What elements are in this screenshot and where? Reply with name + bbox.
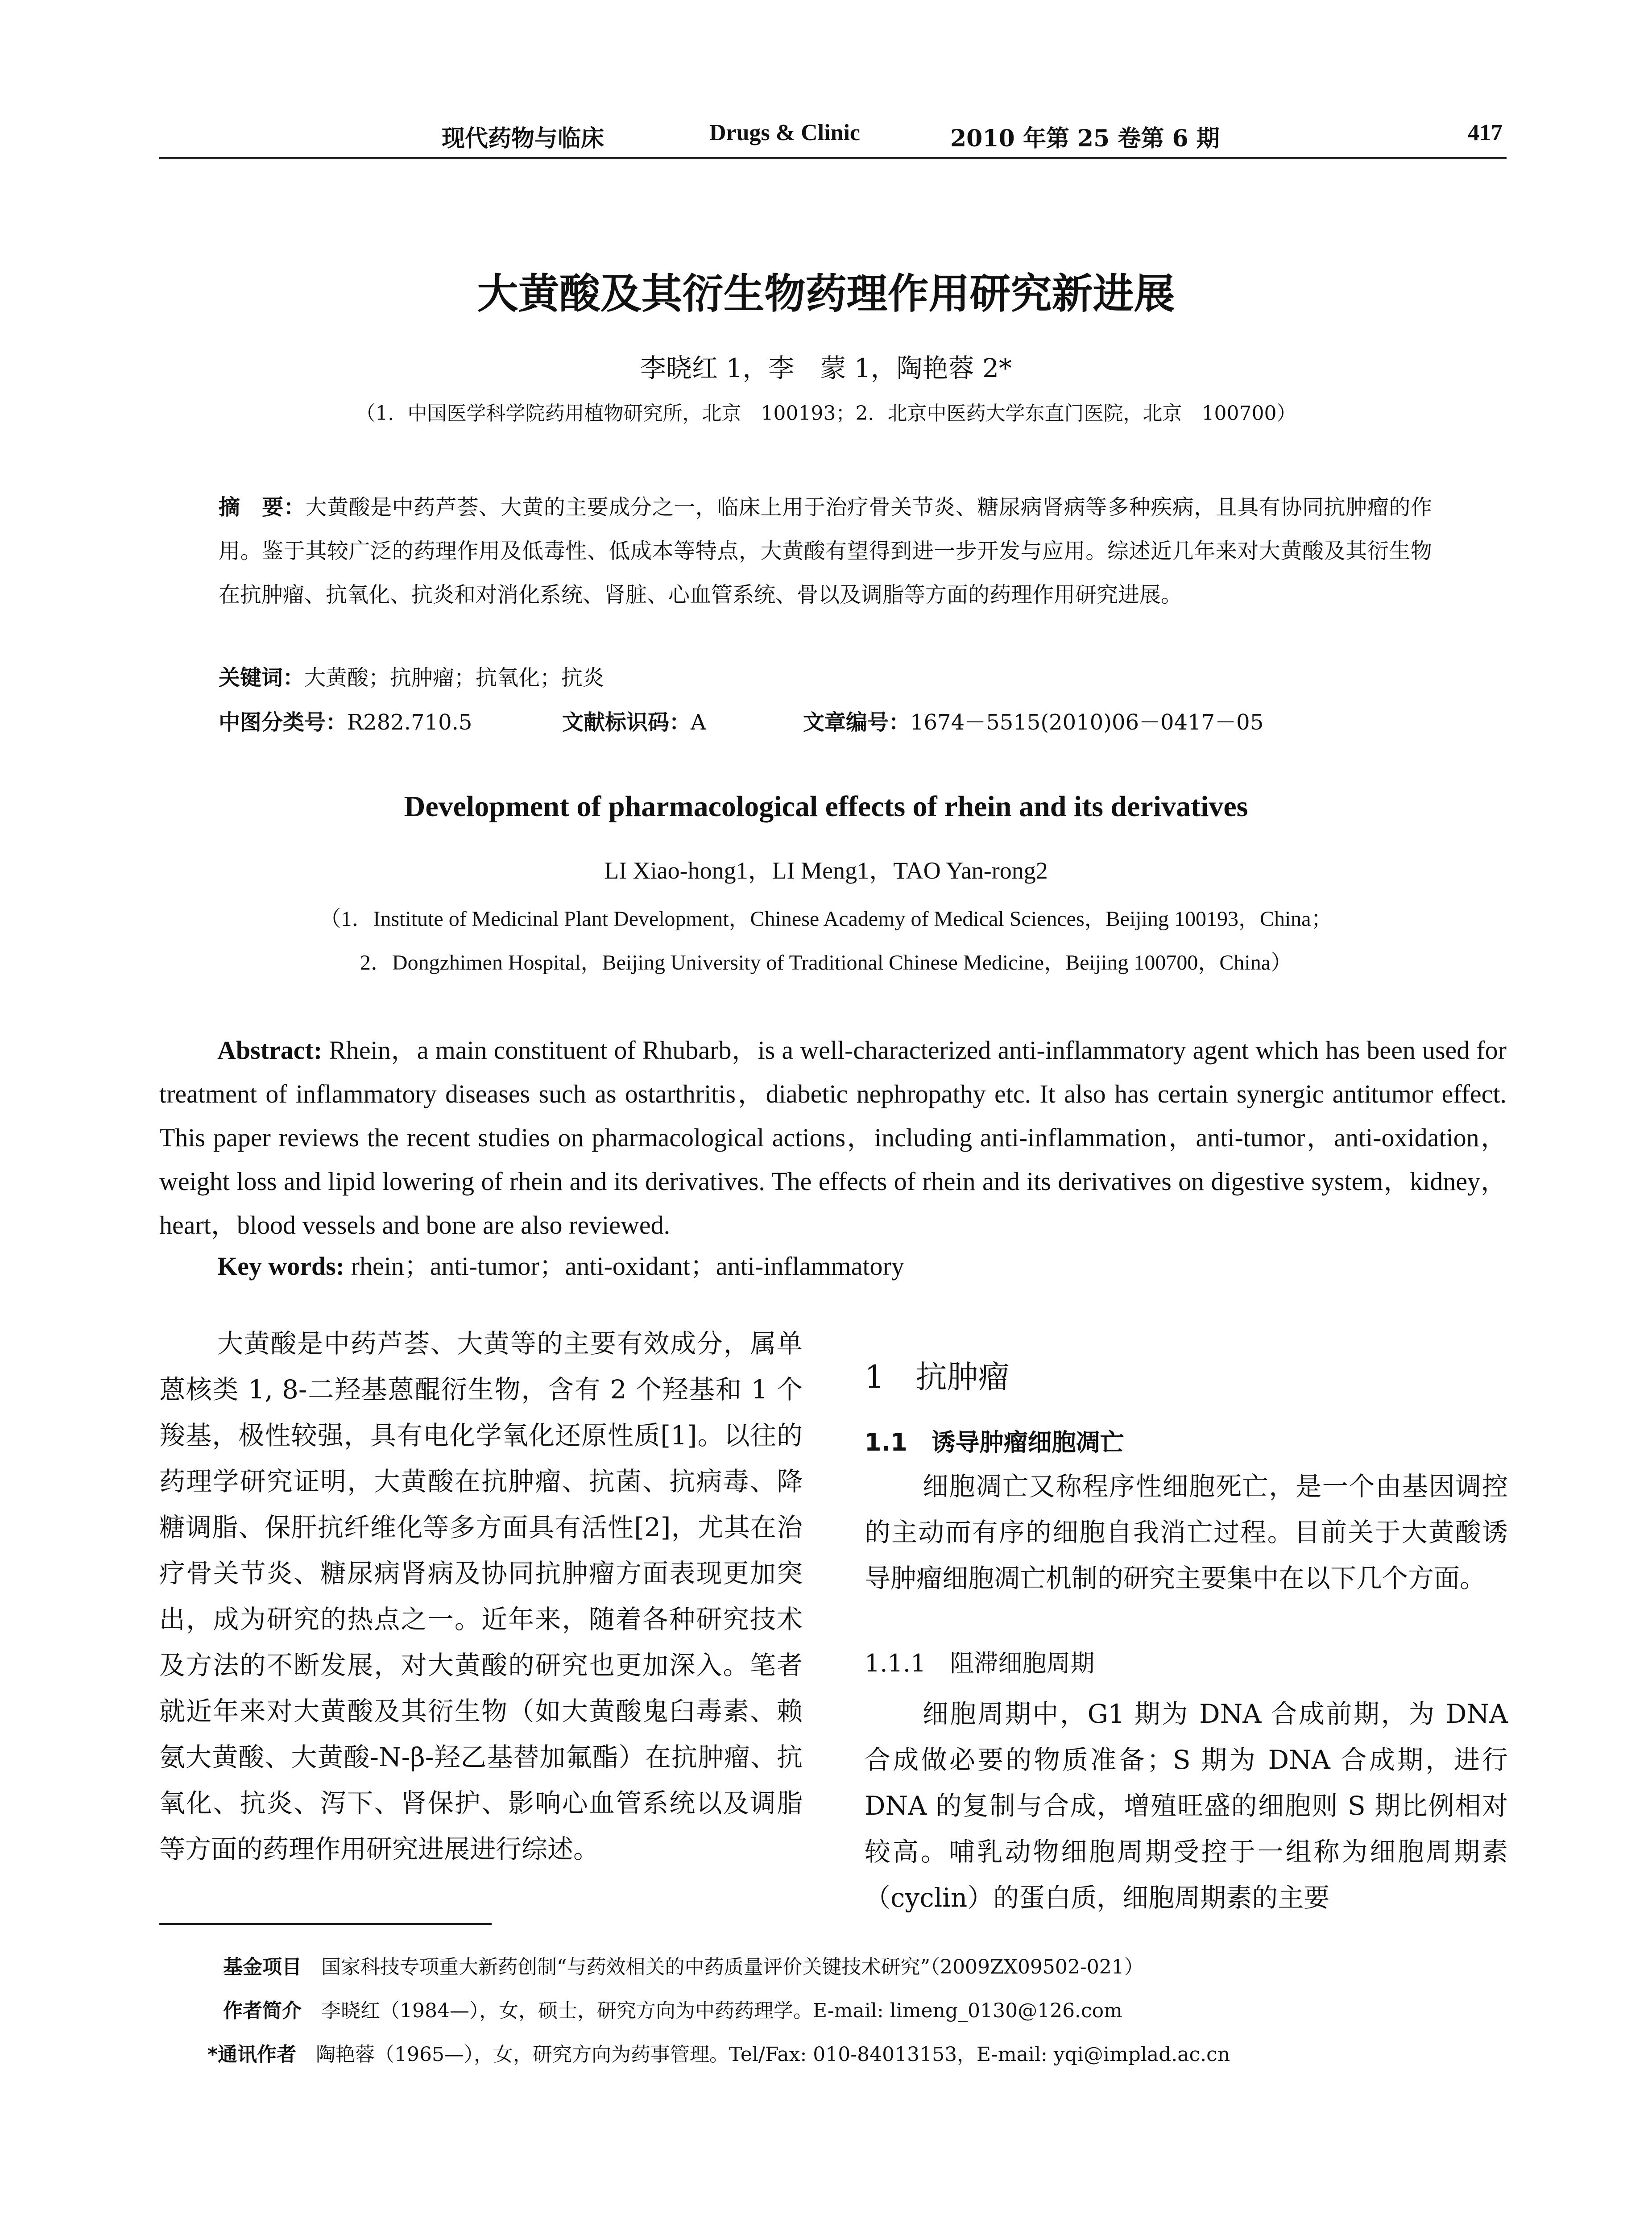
header-rule xyxy=(159,157,1507,159)
affiliation-en-1: （1．Institute of Medicinal Plant Development，Chinese Academy of Medical Sciences，Beijing 100193，China； xyxy=(319,907,1333,931)
keywords-en-text: rhein；anti-tumor；anti-oxidant；anti-inflammatory xyxy=(344,1252,904,1281)
intro-paragraph: 大黄酸是中药芦荟、大黄等的主要有效成分，属单蒽核类 1, 8-二羟基蒽醌衍生物，含有 2 个羟基和 1 个羧基，极性较强，具有电化学氧化还原性质[1]。以往的药理学研究证明，大黄酸在抗肿瘤、抗菌、抗病毒、降糖调脂、保肝抗纤维化等多方面具有活性[2]，尤其在治疗骨关节炎、糖尿病肾病及协同抗肿瘤方面表现更加突出，成为研究的热点之一。近年来，随着各种研究技术及方法的不断发展，对大黄酸的研究也更加深入。笔者就近年来对大黄酸及其衍生物（如大黄酸鬼臼毒素、赖氨大黄酸、大黄酸-N-β-羟乙基替加氟酯）在抗肿瘤、抗氧化、抗炎、泻下、肾保护、影响心血管系统以及调脂等方面的药理作用研究进展进行综述。 xyxy=(159,1328,803,1864)
section-heading-1-1: 1.1 诱导肿瘤细胞凋亡 xyxy=(865,1428,1124,1456)
abstract-en-label: Abstract: xyxy=(217,1036,323,1065)
footnote-author-bio xyxy=(223,1995,1122,2023)
keywords-cn xyxy=(219,660,604,691)
article-number-label: 文章编号： xyxy=(803,710,911,735)
authors-en: LI Xiao-hong1，LI Meng1，TAO Yan-rong2 xyxy=(604,857,1048,884)
affiliations-cn: （1．中国医学科学院药用植物研究所，北京 100193；2．北京中医药大学东直门医院，北京 100700） xyxy=(356,402,1296,425)
footnote-bio-text: 李晓红（1984—），女，硕士，研究方向为中药药理学。E-mail: limeng_0130@126.com xyxy=(321,1999,1122,2022)
section-1-1-1-paragraph: 细胞周期中，G1 期为 DNA 合成前期，为 DNA 合成做必要的物质准备；S 期为 DNA 合成期，进行 DNA 的复制与合成，增殖旺盛的细胞则 S 期比例相对较高。哺乳动物细胞周期受控于一组称为细胞周期素（cyclin）的蛋白质，细胞周期素的主要 xyxy=(865,1699,1508,1913)
footnote-funding xyxy=(223,1951,1144,1979)
section-heading-1: 1 抗肿瘤 xyxy=(865,1359,1010,1395)
footnote-corresponding-text: 陶艳蓉（1965—），女，研究方向为药事管理。Tel/Fax: 010-84013153，E-mail: yqi@implad.ac.cn xyxy=(316,2043,1230,2066)
keywords-en-label: Key words: xyxy=(217,1252,345,1281)
footnote-rule xyxy=(159,1923,492,1925)
affiliation-en-2: 2．Dongzhimen Hospital，Beijing University of Traditional Chinese Medicine，Beijing 100700，China） xyxy=(360,951,1292,975)
abstract-cn-text: 大黄酸是中药芦荟、大黄的主要成分之一，临床上用于治疗骨关节炎、糖尿病肾病等多种疾病，且具有协同抗肿瘤的作用。鉴于其较广泛的药理作用及低毒性、低成本等特点，大黄酸有望得到进一步开发与应用。综述近几年来对大黄酸及其衍生物在抗肿瘤、抗氧化、抗炎和对消化系统、肾脏、心血管系统、骨以及调脂等方面的药理作用研究进展。 xyxy=(219,495,1432,607)
keywords-cn-label: 关键词： xyxy=(219,665,305,690)
abstract-en xyxy=(159,1028,1507,1247)
article-number xyxy=(803,705,1263,736)
issue-info: 2010 年第 25 卷第 6 期 xyxy=(950,125,1220,152)
clc-number xyxy=(219,705,472,736)
doc-code-label: 文献标识码： xyxy=(562,710,691,735)
authors-cn: 李晓红 1，李 蒙 1，陶艳蓉 2* xyxy=(640,353,1012,383)
article-number-value: 1674－5515(2010)06－0417－05 xyxy=(910,710,1264,735)
footnote-funding-label: 基金项目 xyxy=(223,1956,302,1978)
document-code xyxy=(562,705,706,736)
abstract-cn xyxy=(219,485,1432,617)
keywords-en xyxy=(217,1245,904,1282)
section-1-1-paragraph: 细胞凋亡又称程序性细胞死亡，是一个由基因调控的主动而有序的细胞自我消亡过程。目前关于大黄酸诱导肿瘤细胞凋亡机制的研究主要集中在以下几个方面。 xyxy=(865,1471,1508,1593)
clc-value: R282.710.5 xyxy=(347,710,472,735)
footnote-bio-label: 作者简介 xyxy=(223,1999,302,2022)
page-number: 417 xyxy=(1468,120,1503,145)
footnote-corresponding xyxy=(207,2038,1230,2067)
section-heading-1-1-1: 1.1.1 阻滞细胞周期 xyxy=(865,1649,1095,1677)
footnote-funding-text: 国家科技专项重大新药创制“与药效相关的中药质量评价关键技术研究”（2009ZX09502-021） xyxy=(321,1956,1144,1978)
clc-label: 中图分类号： xyxy=(219,710,348,735)
paper-title-en: Development of pharmacological effects of rhein and its derivatives xyxy=(404,790,1248,823)
abstract-en-text: Rhein，a main constituent of Rhubarb，is a well-characterized anti-inflammatory agent which has been used for treatment of inflammatory diseases such as ostarthritis，diabetic nephropathy etc. It also has certain synergic antitumor effect. This paper reviews the recent studies on pharmacological actions，including anti-inflammation，anti-tumor，anti-oxidation，weight loss and lipid lowering of rhein and its derivatives. The effects of rhein and its derivatives on digestive system，kidney，heart，blood vessels and bone are also reviewed. xyxy=(159,1036,1507,1240)
journal-title-en: Drugs & Clinic xyxy=(709,120,860,145)
abstract-cn-label: 摘 要： xyxy=(219,495,306,520)
doc-code-value: A xyxy=(691,710,706,735)
journal-title-cn: 现代药物与临床 xyxy=(442,125,604,152)
footnote-corresponding-label: *通讯作者 xyxy=(207,2043,297,2066)
paper-title-cn: 大黄酸及其衍生物药理作用研究新进展 xyxy=(477,270,1175,318)
keywords-cn-text: 大黄酸；抗肿瘤；抗氧化；抗炎 xyxy=(304,665,604,690)
